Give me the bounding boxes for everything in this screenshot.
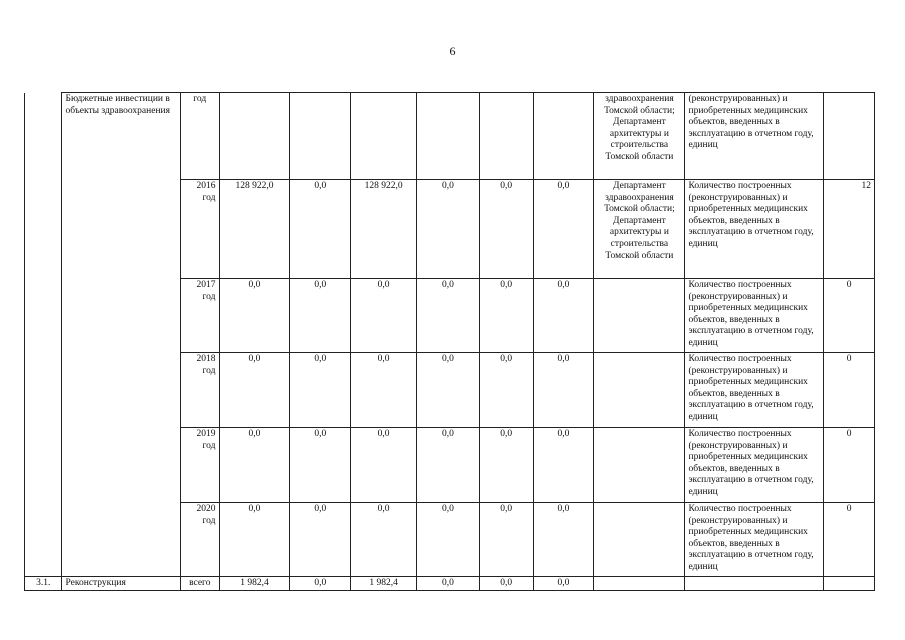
cell-target: 12 (824, 180, 875, 279)
cell-total: 0,0 (219, 503, 290, 577)
cell-indicator: Количество построенных (реконструированных) и приобретенных медицинских объектов, введенных в эксплуатацию в отчетном году, единиц (685, 180, 824, 279)
cell-value: 1 982,4 (351, 577, 417, 591)
cell-name: Бюджетные инвестиции в объекты здравоохранения (62, 93, 181, 180)
cell-value: 0,0 (417, 428, 480, 503)
cell-value: 0,0 (290, 577, 351, 591)
cell-value: 0,0 (417, 353, 480, 428)
cell-value: 0,0 (290, 180, 351, 279)
cell-value: 0,0 (351, 428, 417, 503)
cell-total: 0,0 (219, 428, 290, 503)
cell-indicator: (реконструированных) и приобретенных медицинских объектов, введенных в эксплуатацию в отчетном году, единиц (685, 93, 824, 180)
cell-executor (594, 279, 685, 353)
cell-executor (594, 353, 685, 428)
cell-value: 0,0 (479, 503, 533, 577)
cell-target: 0 (824, 279, 875, 353)
cell-value: 0,0 (533, 503, 594, 577)
table-row (25, 428, 875, 503)
cell-year: 2016 год (181, 180, 219, 279)
table-row (25, 279, 875, 353)
cell-value: 0,0 (533, 279, 594, 353)
cell-value: 0,0 (417, 180, 480, 279)
cell-value: 0,0 (290, 428, 351, 503)
cell-value: 0,0 (417, 503, 480, 577)
page-number: 6 (449, 44, 456, 58)
cell-period: всего (181, 577, 219, 591)
cell-value: 0,0 (417, 577, 480, 591)
cell-value: 0,0 (290, 353, 351, 428)
cell-year: 2019 год (181, 428, 219, 503)
cell-value: 0,0 (479, 353, 533, 428)
budget-table (24, 92, 875, 591)
cell-value: 0,0 (533, 577, 594, 591)
cell-value: 0,0 (479, 577, 533, 591)
cell-year: 2017 год (181, 279, 219, 353)
table-row (25, 93, 875, 180)
cell-period: год (181, 93, 219, 180)
cell-value: 0,0 (479, 428, 533, 503)
cell-value: 0,0 (351, 353, 417, 428)
table-row (25, 353, 875, 428)
table-row (25, 180, 875, 279)
cell-value: 0,0 (351, 503, 417, 577)
cell-total: 128 922,0 (219, 180, 290, 279)
cell-executor (594, 428, 685, 503)
cell-executor: Департамент здравоохранения Томской области; Департамент архитектуры и строительства Томской области (594, 180, 685, 279)
cell-value: 0,0 (479, 180, 533, 279)
cell-value: 0,0 (351, 279, 417, 353)
cell-year: 2020 год (181, 503, 219, 577)
table-row (25, 503, 875, 577)
cell-num: 3.1. (25, 577, 62, 591)
cell-target: 0 (824, 428, 875, 503)
cell-value: 0,0 (533, 353, 594, 428)
cell-value: 128 922,0 (351, 180, 417, 279)
cell-value: 0,0 (533, 428, 594, 503)
cell-value: 0,0 (290, 279, 351, 353)
cell-executor: здравоохранения Томской области; Департамент архитектуры и строительства Томской области (594, 93, 685, 180)
cell-total: 0,0 (219, 353, 290, 428)
cell-value: 0,0 (533, 180, 594, 279)
cell-name: Реконструкция (62, 577, 181, 591)
cell-num (25, 93, 62, 180)
cell-value: 0,0 (479, 279, 533, 353)
table-row (25, 577, 875, 591)
cell-value: 0,0 (417, 279, 480, 353)
cell-year: 2018 год (181, 353, 219, 428)
cell-indicator: Количество построенных (реконструированных) и приобретенных медицинских объектов, введенных в эксплуатацию в отчетном году, единиц (685, 279, 824, 353)
cell-indicator: Количество построенных (реконструированных) и приобретенных медицинских объектов, введенных в эксплуатацию в отчетном году, единиц (685, 428, 824, 503)
cell-total: 1 982,4 (219, 577, 290, 591)
cell-indicator: Количество построенных (реконструированных) и приобретенных медицинских объектов, введенных в эксплуатацию в отчетном году, единиц (685, 353, 824, 428)
cell-target: 0 (824, 503, 875, 577)
cell-indicator: Количество построенных (реконструированных) и приобретенных медицинских объектов, введенных в эксплуатацию в отчетном году, единиц (685, 503, 824, 577)
cell-executor (594, 503, 685, 577)
cell-total: 0,0 (219, 279, 290, 353)
cell-value: 0,0 (290, 503, 351, 577)
cell-target: 0 (824, 353, 875, 428)
